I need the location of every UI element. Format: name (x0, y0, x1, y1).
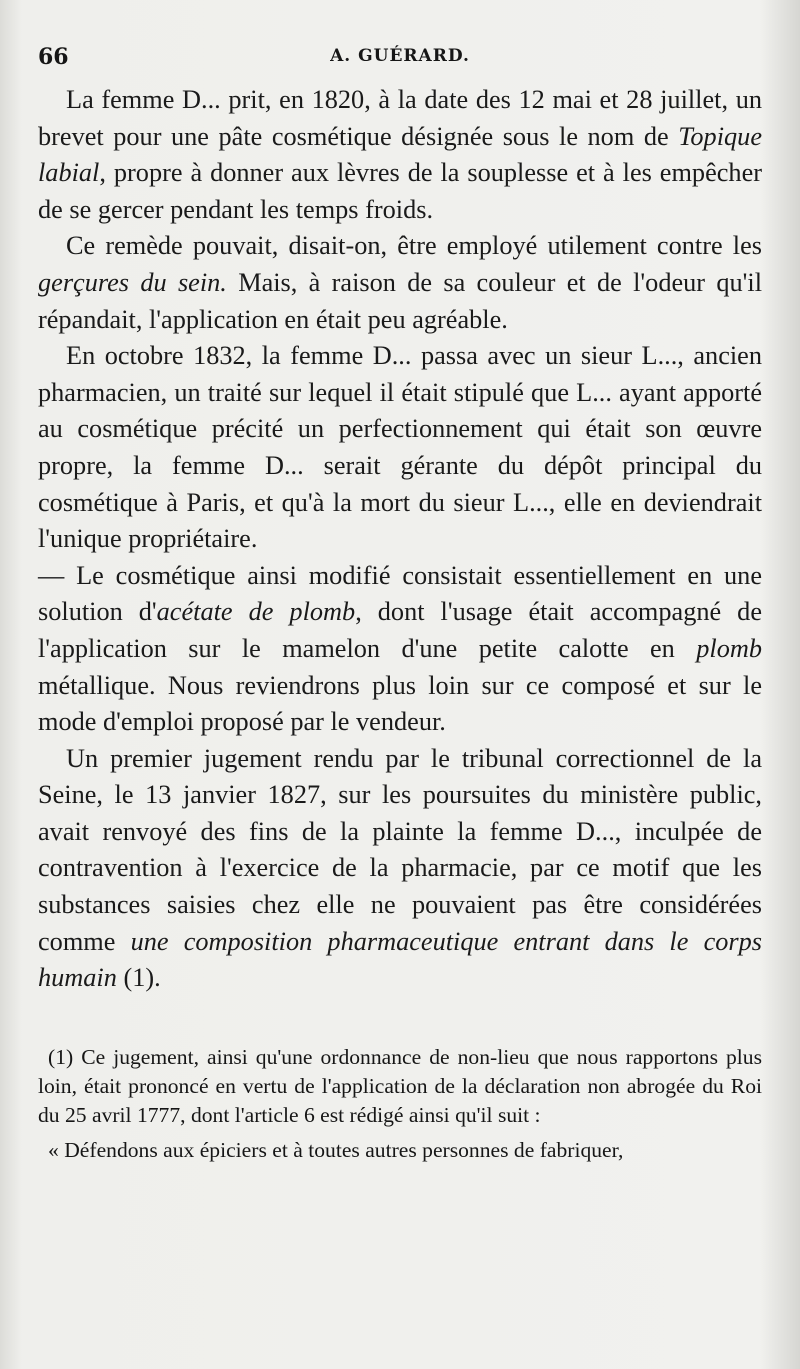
italic-term: une composition pharmaceutique entrant dans le corps humain (38, 926, 763, 993)
page-number: 66 (38, 44, 69, 70)
page-header (38, 38, 762, 82)
paragraph-1: La femme D... prit, en 1820, à la date des 12 mai et 28 juillet, un brevet pour une pâte cosmétique désignée sous le nom de Topique labial, propre à donner aux lèvres de la souplesse et à les empêcher de se gercer pendant les temps froids. (38, 85, 762, 224)
italic-term: gerçures du sein. (38, 267, 227, 297)
paragraph-4: — Le cosmétique ainsi modifié consistait essentiellement en une solution d'acétate de plomb, dont l'usage était accompagné de l'application sur le mamelon d'une petite calotte en plomb métallique. Nous reviendrons plus loin sur ce composé et sur le mode d'emploi proposé par le vendeur. (38, 560, 762, 737)
italic-term: acétate de plomb (156, 597, 356, 627)
italic-term: plomb (696, 633, 762, 663)
footnotes (38, 1043, 762, 1165)
footnote-1: (1) Ce jugement, ainsi qu'une ordonnance de non-lieu que nous rapportons plus loin, était prononcé en vertu de l'application de la déclaration non abrogée du Roi du 25 avril 1777, dont l'article 6 est rédigé ainsi qu'il suit : (38, 1044, 762, 1127)
body-text (38, 82, 762, 997)
paragraph-2: Ce remède pouvait, disait-on, être employé utilement contre les gerçures du sein. Mais, à raison de sa couleur et de l'odeur qu'il répandait, l'application en était peu agréable. (38, 231, 762, 334)
running-head: A. GUÉRARD. (330, 46, 470, 66)
footnote-quote: « Défendons aux épiciers et à toutes autres personnes de fabriquer, (48, 1137, 624, 1162)
paragraph-5: Un premier jugement rendu par le tribunal correctionnel de la Seine, le 13 janvier 1827, sur les poursuites du ministère public, avait renvoyé des fins de la plainte la femme D..., inculpée de contravention à l'exercice de la pharmacie, par ce motif que les substances saisies chez elle ne pouvaient pas être considérées comme une composition pharmaceutique entrant dans le corps humain (1). (38, 743, 763, 993)
paragraph-3: En octobre 1832, la femme D... passa avec un sieur L..., ancien pharmacien, un traité sur lequel il était stipulé que L... ayant apporté au cosmétique précité un perfectionnement qui était son œuvre propre, la femme D... serait gérante du dépôt principal du cosmétique à Paris, et qu'à la mort du sieur L..., elle en deviendrait l'unique propriétaire. (38, 341, 762, 554)
italic-term: Topique labial (38, 121, 762, 188)
